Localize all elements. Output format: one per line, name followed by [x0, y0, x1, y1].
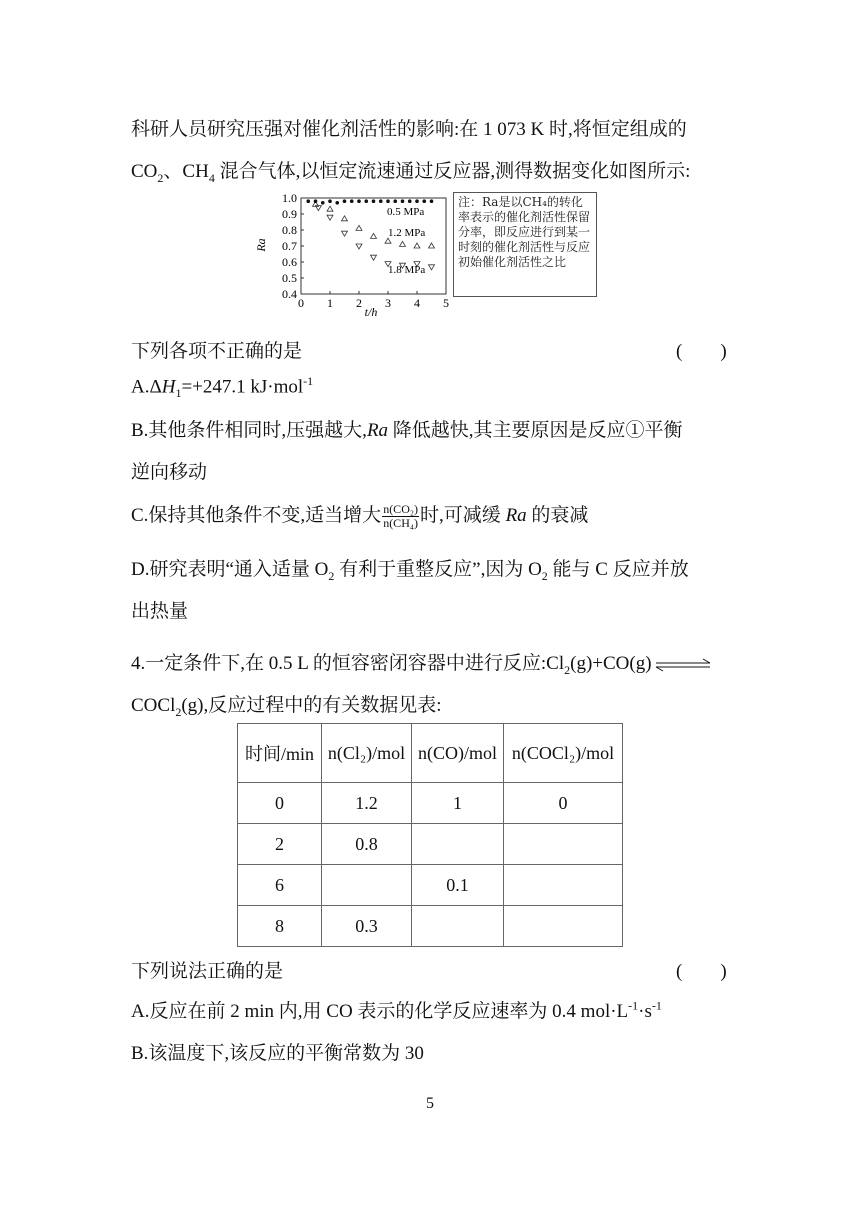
- data-point-0-5mpa: [401, 199, 405, 203]
- text: CO: [131, 161, 158, 182]
- text: 的衰减: [526, 505, 589, 526]
- subscript: 2: [157, 170, 164, 185]
- text: 、CH: [163, 161, 209, 182]
- data-point-0-5mpa: [321, 201, 325, 205]
- data-point-1-8mpa: [429, 265, 435, 270]
- table-cell: [504, 824, 623, 865]
- y-tick-label: 0.7: [282, 239, 297, 253]
- q3-stem: 下列各项不正确的是: [131, 341, 303, 362]
- table-row: [238, 906, 623, 947]
- data-point-0-5mpa: [343, 199, 347, 203]
- q3-option-d-line2: 出热量: [131, 601, 189, 622]
- q4-option-b: B.该温度下,该反应的平衡常数为 30: [131, 1043, 424, 1064]
- text: C.保持其他条件不变,适当增大: [131, 505, 382, 526]
- x-tick-label: 5: [443, 296, 449, 310]
- table-cell: [412, 824, 504, 865]
- text: 能与 C 反应并放: [547, 559, 689, 580]
- q3-answer-paren: ( ): [676, 341, 727, 362]
- ra-chart: [254, 190, 453, 319]
- data-point-1-8mpa: [371, 255, 377, 260]
- series-label-18: 1.8 MPa: [388, 264, 426, 276]
- subscript: 2: [175, 704, 182, 719]
- text: 降低越快,其主要原因是反应①平衡: [388, 420, 683, 441]
- text: B.其他条件相同时,压强越大,: [131, 420, 367, 441]
- text: Ra: [505, 505, 527, 526]
- table-cell: 0: [504, 783, 623, 824]
- table-cell: 1.2: [322, 783, 412, 824]
- text: ·s: [638, 1001, 652, 1022]
- fraction: [382, 503, 419, 530]
- text: H: [161, 376, 176, 398]
- q3-option-c: [131, 500, 588, 530]
- table-cell: [412, 906, 504, 947]
- y-tick-label: 0.8: [282, 223, 297, 237]
- numerator: n(CO₂): [383, 502, 419, 517]
- text: 有利于重整反应”,因为 O: [334, 559, 542, 580]
- q4-stem-line2: [131, 690, 442, 720]
- data-point-0-5mpa: [372, 199, 376, 203]
- data-point-0-5mpa: [328, 199, 332, 203]
- q4-question: 下列说法正确的是: [131, 961, 284, 982]
- text: D.研究表明“通入适量 O: [131, 559, 329, 580]
- series-label-05: 0.5 MPa: [387, 206, 425, 218]
- data-point-1-2mpa: [414, 243, 420, 248]
- figure-note: 注：Ra是以CH₄的转化率表示的催化剂活性保留分率，即反应进行到某一时刻的催化剂活性与反应初始催化剂活性之比: [453, 192, 597, 297]
- text: =+247.1 kJ·mol: [181, 376, 304, 398]
- text: Ra: [366, 420, 389, 441]
- data-table: [237, 723, 623, 947]
- table-cell: 0.8: [322, 824, 412, 865]
- subscript: 4: [208, 170, 215, 185]
- subscript: 1: [175, 386, 182, 401]
- table-cell: 2: [238, 824, 322, 865]
- x-tick-label: 1: [327, 296, 333, 310]
- q4-option-a: [131, 996, 662, 1023]
- x-axis-label: t/h: [364, 305, 378, 319]
- data-point-1-2mpa: [429, 243, 435, 248]
- data-point-0-5mpa: [357, 199, 361, 203]
- data-point-0-5mpa: [314, 199, 318, 203]
- y-tick-label: 0.5: [282, 271, 297, 285]
- series-label-12: 1.2 MPa: [388, 227, 426, 239]
- data-point-1-2mpa: [400, 241, 406, 246]
- x-tick-label: 3: [385, 296, 391, 310]
- table-cell: 0: [238, 783, 322, 824]
- data-point-1-2mpa: [342, 216, 348, 221]
- data-point-0-5mpa: [430, 199, 434, 203]
- text: 混合气体,以恒定流速通过反应器,测得数据变化如图所示:: [214, 161, 691, 182]
- y-axis-label: Ra: [254, 238, 268, 252]
- intro-line-1: 科研人员研究压强对催化剂活性的影响:在 1 073 K 时,将恒定组成的: [131, 119, 687, 140]
- table-cell: 0.3: [322, 906, 412, 947]
- y-tick-label: 0.4: [282, 287, 297, 301]
- table-header-cell: 时间/min: [238, 724, 322, 783]
- text: 4.一定条件下,在 0.5 L 的恒容密闭容器中进行反应:Cl: [131, 653, 565, 674]
- page-number: 5: [426, 1095, 434, 1112]
- y-tick-label: 1.0: [282, 191, 297, 205]
- x-tick-label: 2: [356, 296, 362, 310]
- data-point-1-2mpa: [371, 233, 377, 238]
- table-row: [238, 824, 623, 865]
- text: (g)+CO(g): [570, 653, 652, 674]
- data-point-1-8mpa: [342, 231, 348, 236]
- y-tick-label: 0.6: [282, 255, 297, 269]
- table-cell: [504, 906, 623, 947]
- data-point-0-5mpa: [386, 199, 390, 203]
- y-tick-label: 0.9: [282, 207, 297, 221]
- data-point-0-5mpa: [422, 199, 426, 203]
- data-point-1-8mpa: [327, 215, 333, 220]
- data-point-0-5mpa: [335, 201, 339, 205]
- table-cell: 6: [238, 865, 322, 906]
- table-row: [238, 865, 623, 906]
- x-tick-label: 0: [298, 296, 304, 310]
- table-header-row: [238, 724, 623, 783]
- x-tick-label: 4: [414, 296, 420, 310]
- superscript: -1: [651, 998, 662, 1013]
- table-header-cell: n(COCl₂)/mol: [504, 724, 623, 783]
- table-cell: 8: [238, 906, 322, 947]
- text: A.反应在前 2 min 内,用 CO 表示的化学反应速率为 0.4 mol·L: [131, 1001, 629, 1022]
- data-point-0-5mpa: [306, 199, 310, 203]
- data-point-0-5mpa: [364, 199, 368, 203]
- data-point-0-5mpa: [350, 199, 354, 203]
- text: 时,可减缓: [420, 505, 506, 526]
- table-cell: 0.1: [412, 865, 504, 906]
- q3-option-a: [131, 374, 313, 401]
- table-row: [238, 783, 623, 824]
- q4-answer-paren: ( ): [676, 961, 727, 982]
- ra-figure: [254, 190, 603, 319]
- text: A.Δ: [131, 376, 162, 398]
- data-point-1-2mpa: [327, 206, 333, 211]
- q3-option-b: [131, 415, 683, 442]
- data-point-0-5mpa: [393, 199, 397, 203]
- table-header-cell: n(CO)/mol: [412, 724, 504, 783]
- data-point-0-5mpa: [379, 199, 383, 203]
- text: COCl: [131, 695, 176, 716]
- equilibrium-arrow-icon: [654, 658, 712, 672]
- table-cell: 1: [412, 783, 504, 824]
- data-point-1-2mpa: [356, 225, 362, 230]
- subscript: 2: [328, 568, 335, 583]
- denominator: n(CH₄): [383, 516, 419, 531]
- data-point-1-8mpa: [356, 244, 362, 249]
- superscript: -1: [303, 374, 314, 388]
- table-cell: [322, 865, 412, 906]
- superscript: -1: [628, 998, 639, 1013]
- table-header-cell: n(Cl₂)/mol: [322, 724, 412, 783]
- subscript: 2: [564, 662, 571, 677]
- data-point-0-5mpa: [415, 199, 419, 203]
- subscript: 2: [541, 568, 548, 583]
- intro-line-2: [131, 156, 690, 186]
- text: (g),反应过程中的有关数据见表:: [181, 695, 442, 716]
- table-cell: [504, 865, 623, 906]
- q3-option-d: [131, 554, 689, 584]
- q4-stem-line1: [131, 648, 712, 678]
- q3-option-b-line2: 逆向移动: [131, 462, 208, 483]
- data-point-0-5mpa: [408, 199, 412, 203]
